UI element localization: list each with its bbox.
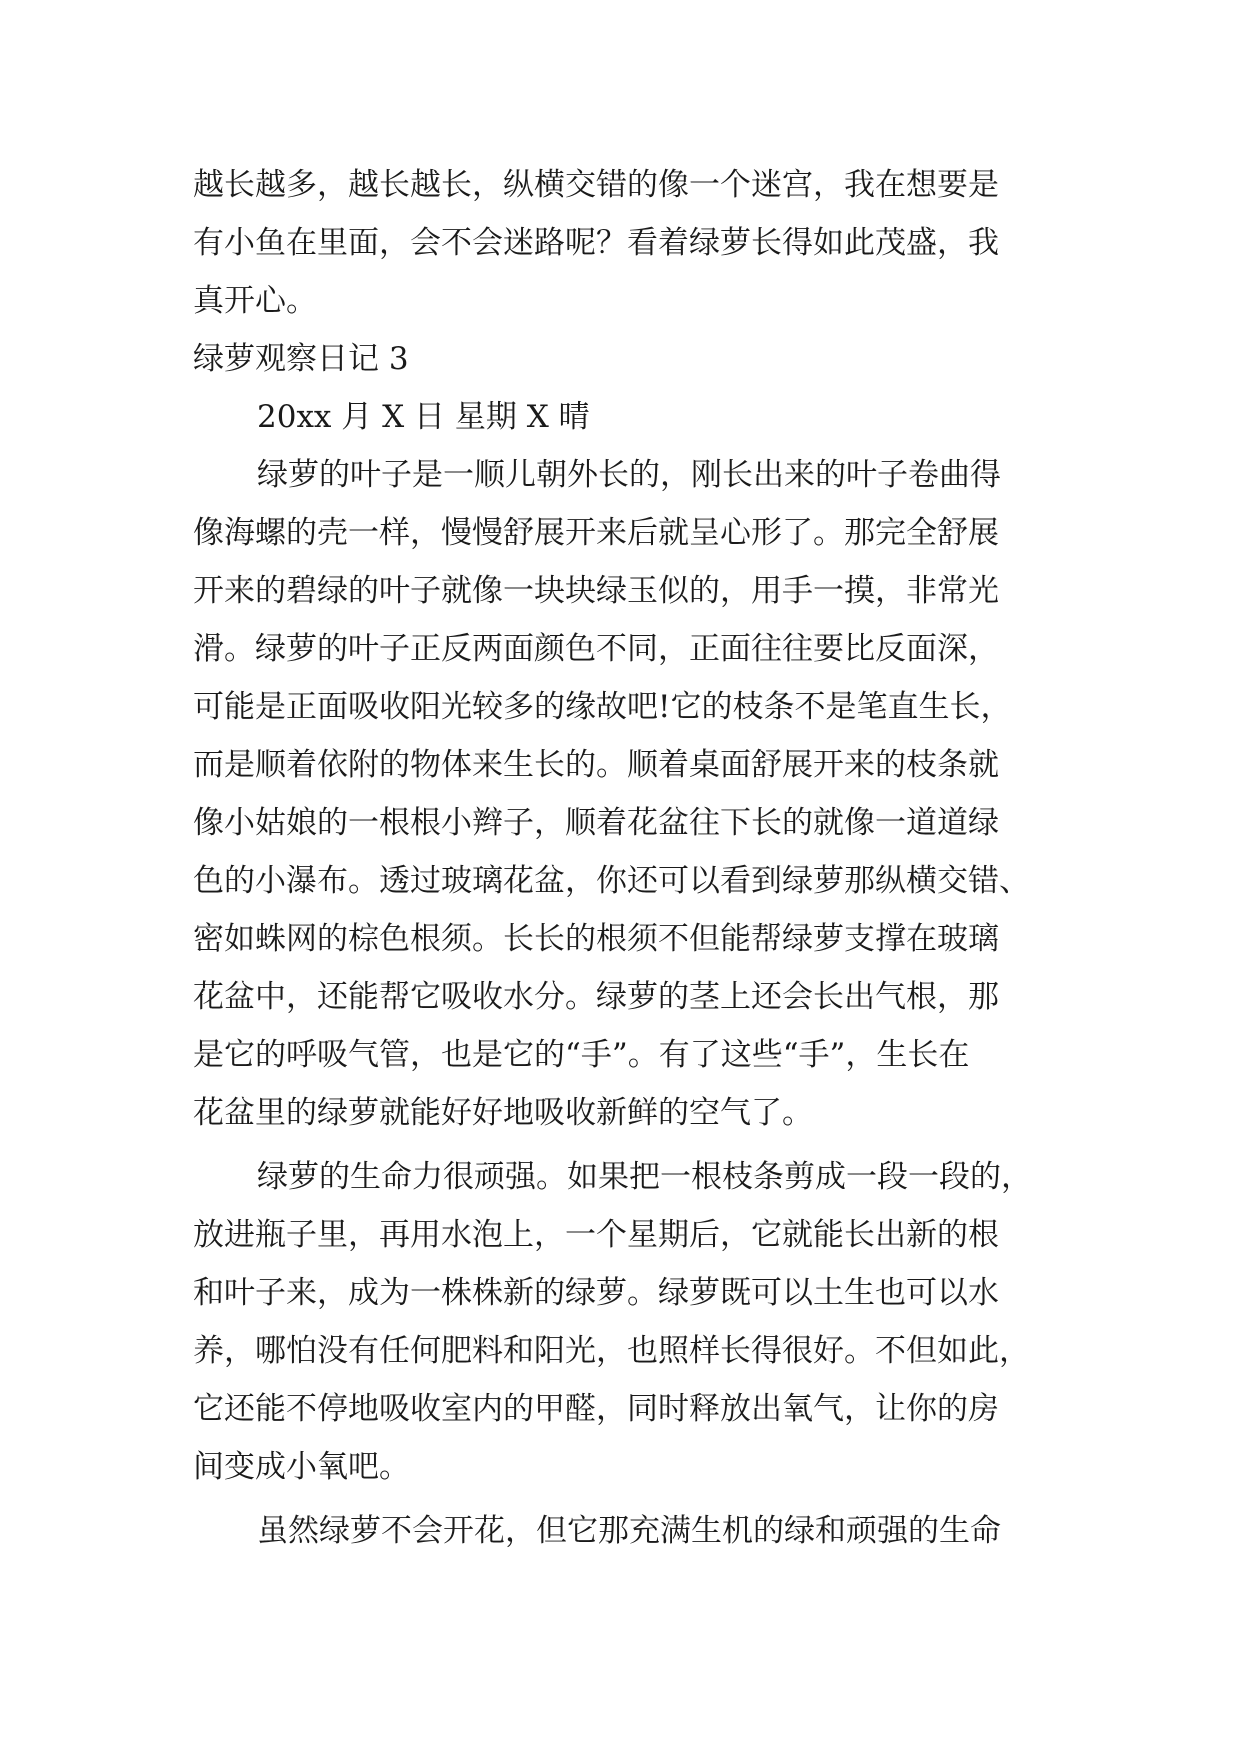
paragraph-line: 绿萝的生命力很顽强。如果把一根枝条剪成一段一段的， bbox=[257, 1159, 1032, 1195]
diary-date-line: 20xx 月 X 日 星期 X 晴 bbox=[257, 399, 590, 435]
paragraph-line: 滑。绿萝的叶子正反两面颜色不同，正面往往要比反面深， bbox=[193, 631, 999, 667]
paragraph-line: 间变成小氧吧。 bbox=[193, 1449, 410, 1485]
paragraph-line: 是它的呼吸气管，也是它的“手”。有了这些“手”，生长在 bbox=[193, 1037, 970, 1073]
paragraph-line: 绿萝的叶子是一顺儿朝外长的，刚长出来的叶子卷曲得 bbox=[257, 457, 1001, 493]
paragraph-line: 养，哪怕没有任何肥料和阳光，也照样长得很好。不但如此， bbox=[193, 1333, 1030, 1369]
paragraph-line: 有小鱼在里面，会不会迷路呢？看着绿萝长得如此茂盛，我 bbox=[193, 225, 999, 261]
paragraph-line: 而是顺着依附的物体来生长的。顺着桌面舒展开来的枝条就 bbox=[193, 747, 999, 783]
paragraph-line: 越长越多，越长越长，纵横交错的像一个迷宫，我在想要是 bbox=[193, 167, 999, 203]
paragraph-line: 像海螺的壳一样，慢慢舒展开来后就呈心形了。那完全舒展 bbox=[193, 515, 999, 551]
paragraph-line: 真开心。 bbox=[193, 283, 317, 319]
section-heading: 绿萝观察日记 3 bbox=[193, 341, 409, 377]
paragraph-line: 色的小瀑布。透过玻璃花盆，你还可以看到绿萝那纵横交错、 bbox=[193, 863, 1030, 899]
paragraph-line: 花盆里的绿萝就能好好地吸收新鲜的空气了。 bbox=[193, 1095, 813, 1131]
paragraph-line: 像小姑娘的一根根小辫子，顺着花盆往下长的就像一道道绿 bbox=[193, 805, 999, 841]
paragraph-line: 放进瓶子里，再用水泡上，一个星期后，它就能长出新的根 bbox=[193, 1217, 999, 1253]
paragraph-line: 它还能不停地吸收室内的甲醛，同时释放出氧气，让你的房 bbox=[193, 1391, 999, 1427]
paragraph-line: 开来的碧绿的叶子就像一块块绿玉似的，用手一摸，非常光 bbox=[193, 573, 999, 609]
paragraph-line: 虽然绿萝不会开花，但它那充满生机的绿和顽强的生命 bbox=[257, 1513, 1001, 1549]
paragraph-line: 和叶子来，成为一株株新的绿萝。绿萝既可以土生也可以水 bbox=[193, 1275, 999, 1311]
paragraph-line: 花盆中，还能帮它吸收水分。绿萝的茎上还会长出气根，那 bbox=[193, 979, 999, 1015]
paragraph-line: 密如蛛网的棕色根须。长长的根须不但能帮绿萝支撑在玻璃 bbox=[193, 921, 999, 957]
paragraph-line: 可能是正面吸收阳光较多的缘故吧!它的枝条不是笔直生长， bbox=[193, 689, 1012, 725]
